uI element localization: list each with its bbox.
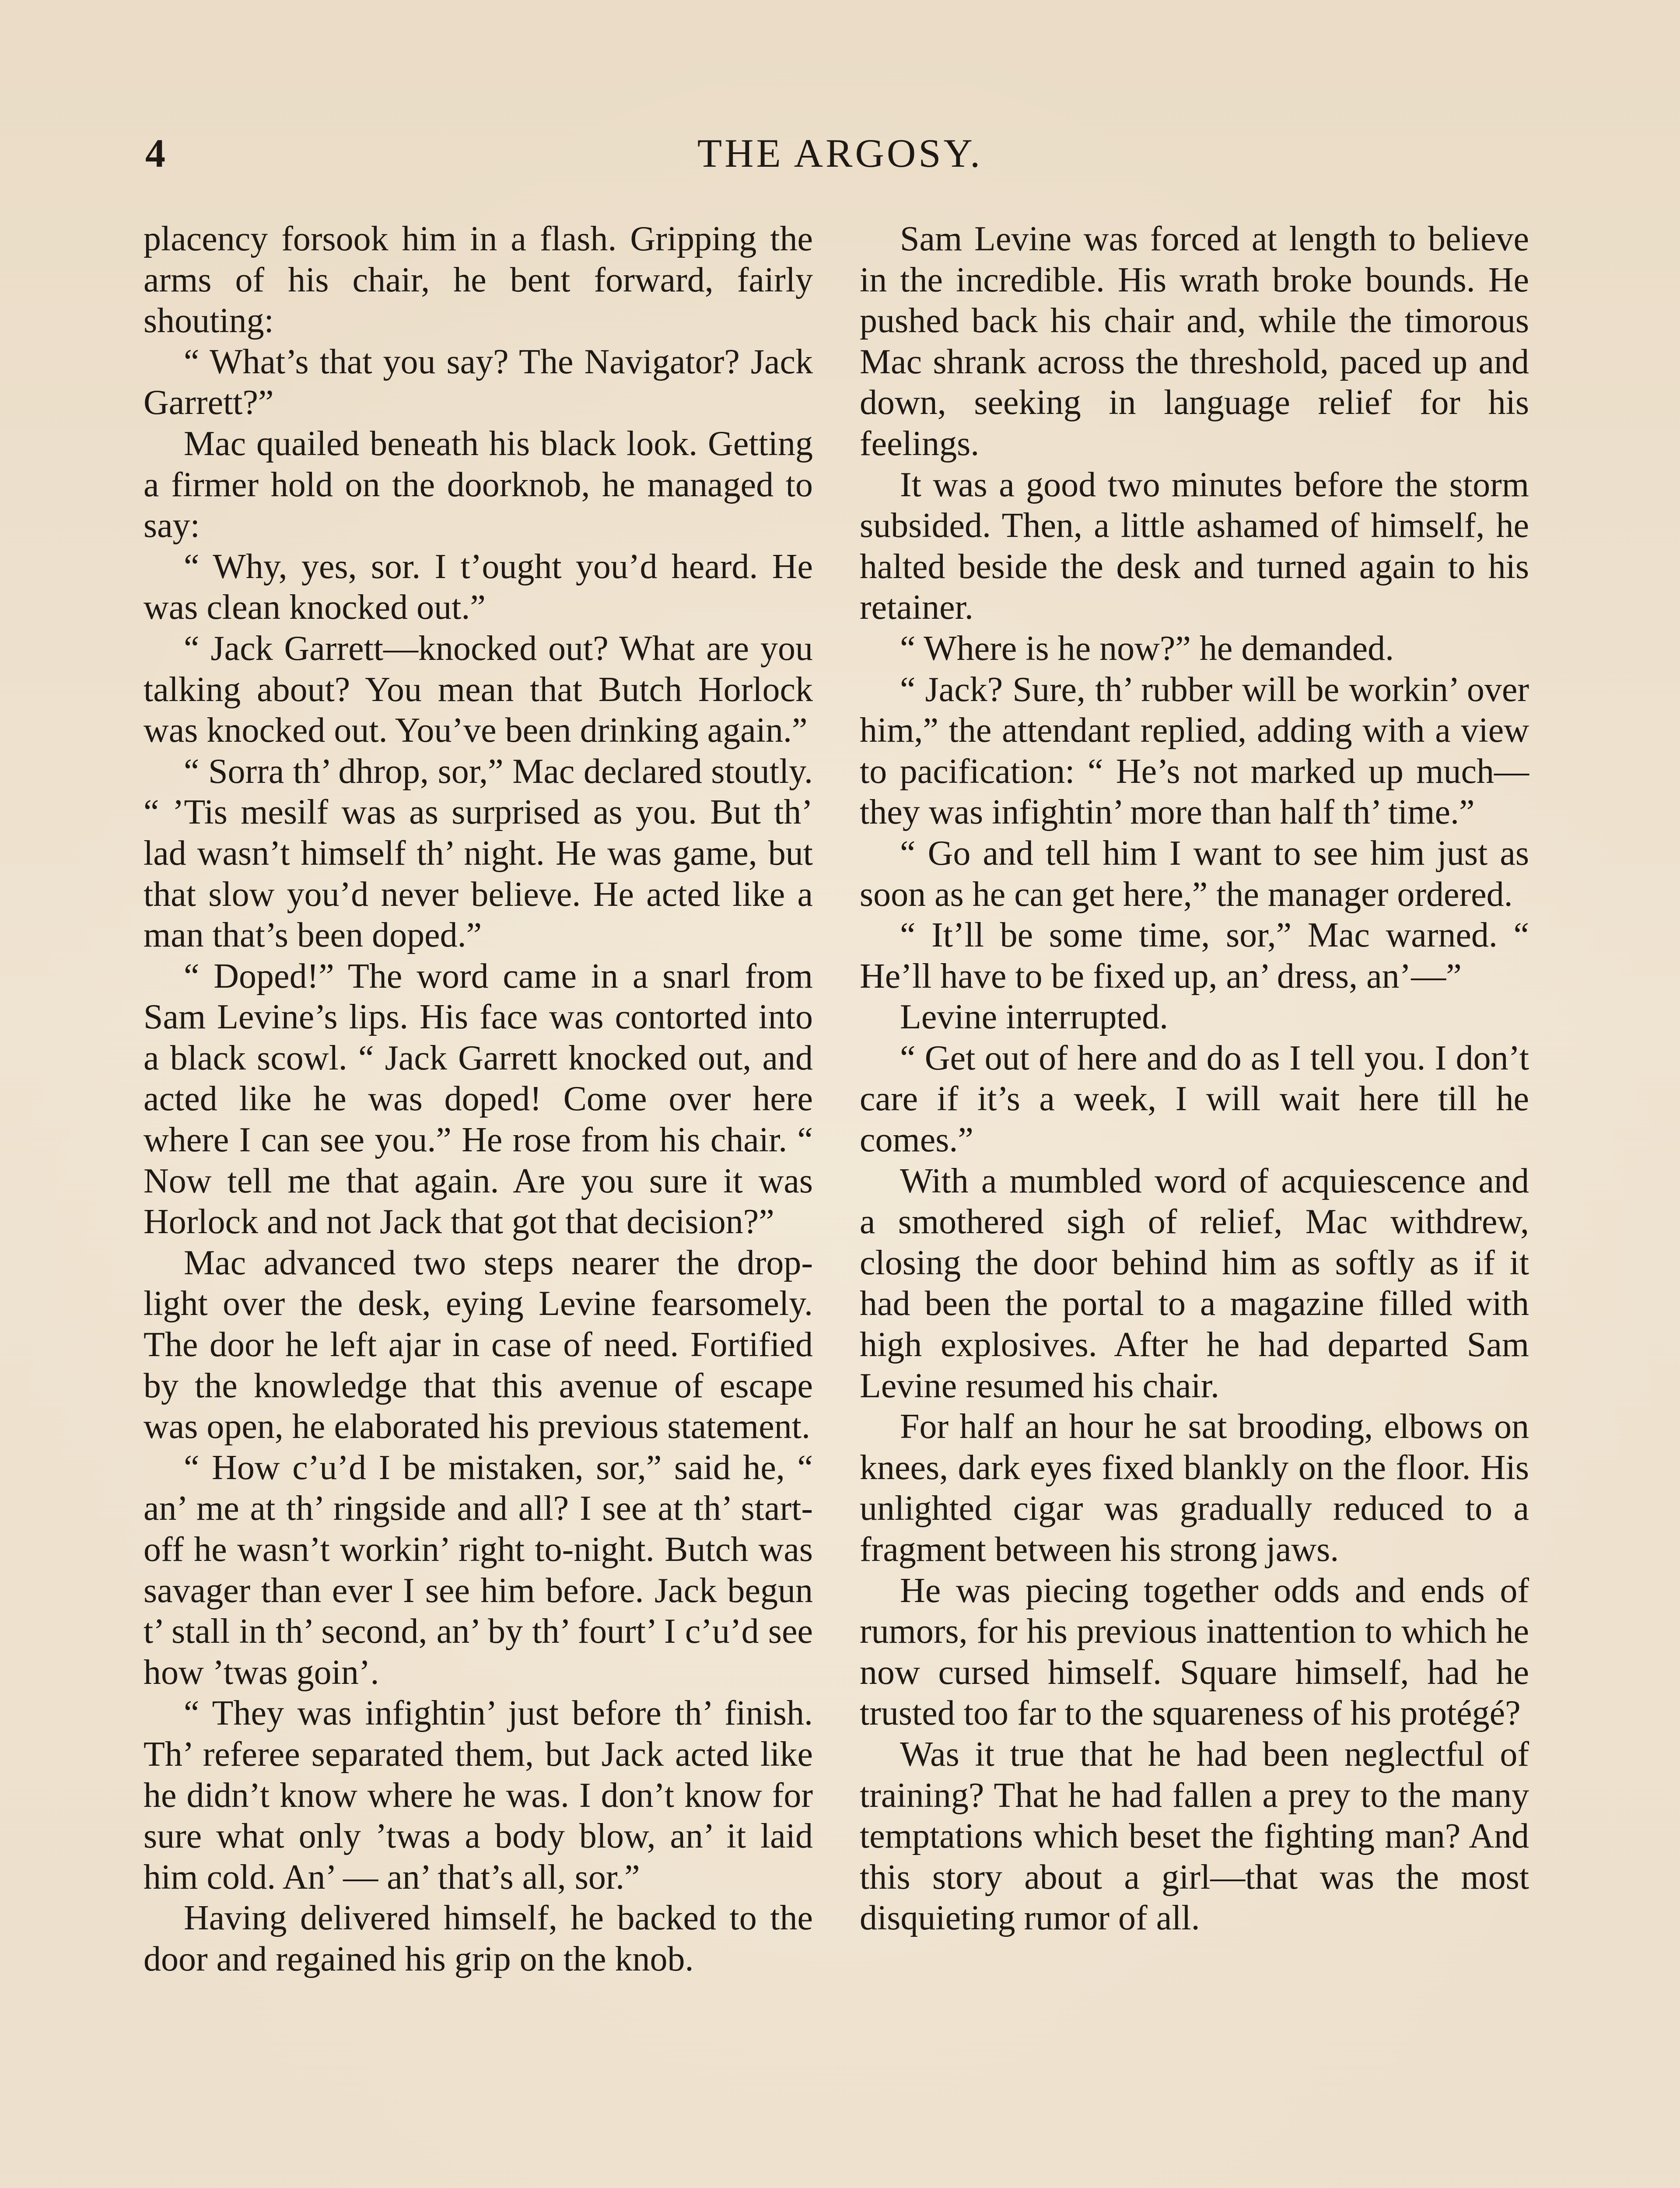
paragraph: placency forsook him in a flash. Gripping the arms of his chair, he bent forward, fairly shouting: — [144, 220, 813, 340]
paragraph: “ Get out of here and do as I tell you. I don’t care if it’s a week, I will wait here till he comes.” — [860, 1038, 1529, 1160]
paragraph: Having delivered himself, he backed to the door and regained his grip on the knob. — [144, 1899, 813, 1978]
running-title: THE ARGOSY. — [697, 131, 983, 175]
left-column — [144, 219, 813, 1980]
paragraph: “ Sorra th’ dhrop, sor,” Mac declared stoutly. “ ’Tis mesilf was as surprised as you. But th’ lad wasn’t himself th’ night. He was game, but that slow you’d never believe. He acted like a man that’s been doped.” — [144, 752, 813, 955]
paragraph: “ How c’u’d I be mistaken, sor,” said he, “ an’ me at th’ ringside and all? I see at th’ start-off he wasn’t workin’ right to-night. Butch was savager than ever I see him before. Jack begun t’ stall in th’ second, an’ by th’ fourt’ I c’u’d see how ’twas goin’. — [144, 1448, 813, 1692]
right-column — [860, 219, 1529, 1939]
paragraph: “ Why, yes, sor. I t’ought you’d heard. He was clean knocked out.” — [144, 547, 813, 627]
page-header — [0, 127, 1680, 179]
paragraph: It was a good two minutes before the storm subsided. Then, a little ashamed of himself, he halted beside the desk and turned again to his retainer. — [860, 465, 1529, 627]
paragraph: “ Go and tell him I want to see him just as soon as he can get here,” the manager ordered. — [860, 834, 1529, 914]
page-number: 4 — [145, 131, 165, 175]
paragraph: “ Where is he now?” he demanded. — [900, 629, 1394, 668]
paragraph: Sam Levine was forced at length to believe in the incredible. His wrath broke bounds. He pushed back his chair and, while the timorous Mac shrank across the threshold, paced up and down, seeking in language relief for his feelings. — [860, 220, 1529, 463]
paragraph: Mac advanced two steps nearer the drop-light over the desk, eying Levine fearsomely. The door he left ajar in case of need. Fortified by the knowledge that this avenue of escape was open, he elaborated his previous statement. — [144, 1243, 813, 1446]
paragraph: Mac quailed beneath his black look. Getting a firmer hold on the doorknob, he managed to say: — [144, 424, 813, 545]
paragraph: “ It’ll be some time, sor,” Mac warned. “ He’ll have to be fixed up, an’ dress, an’—” — [860, 916, 1529, 996]
paragraph: “ Doped!” The word came in a snarl from Sam Levine’s lips. His face was contorted into a black scowl. “ Jack Garrett knocked out, and acted like he was doped! Come over here where I can see you.” He rose from his chair. “ Now tell me that again. Are you sure it was Horlock and not Jack that got that decision?” — [144, 957, 813, 1241]
paragraph: For half an hour he sat brooding, elbows on knees, dark eyes fixed blankly on the floor. His unlighted cigar was gradually reduced to a fragment between his strong jaws. — [860, 1407, 1529, 1569]
paragraph: “ Jack Garrett—knocked out? What are you talking about? You mean that Butch Horlock was knocked out. You’ve been drinking again.” — [144, 629, 813, 750]
paragraph: “ They was infightin’ just before th’ finish. Th’ referee separated them, but Jack acted like he didn’t know where he was. I don’t know for sure what only ’twas a body blow, an’ it laid him cold. An’ — an’ that’s all, sor.” — [144, 1694, 813, 1897]
paragraph: Levine interrupted. — [900, 998, 1169, 1037]
paragraph: Was it true that he had been neglectful of training? That he had fallen a prey to the many temptations which beset the fighting man? And this story about a girl—that was the most disquieting rumor of all. — [860, 1735, 1529, 1938]
paragraph: “ What’s that you say? The Navigator? Jack Garrett?” — [144, 342, 813, 422]
paragraph: He was piecing together odds and ends of rumors, for his previous inattention to which he now cursed himself. Square himself, had he trusted too far to the squareness of his protégé? — [860, 1571, 1529, 1733]
paragraph: “ Jack? Sure, th’ rubber will be workin’ over him,” the attendant replied, adding with a view to pacification: “ He’s not marked up much—they was infightin’ more than half th’ time.” — [860, 670, 1529, 832]
paragraph: With a mumbled word of acquiescence and a smothered sigh of relief, Mac withdrew, closing the door behind him as softly as if it had been the portal to a magazine filled with high explosives. After he had departed Sam Levine resumed his chair. — [860, 1161, 1529, 1405]
